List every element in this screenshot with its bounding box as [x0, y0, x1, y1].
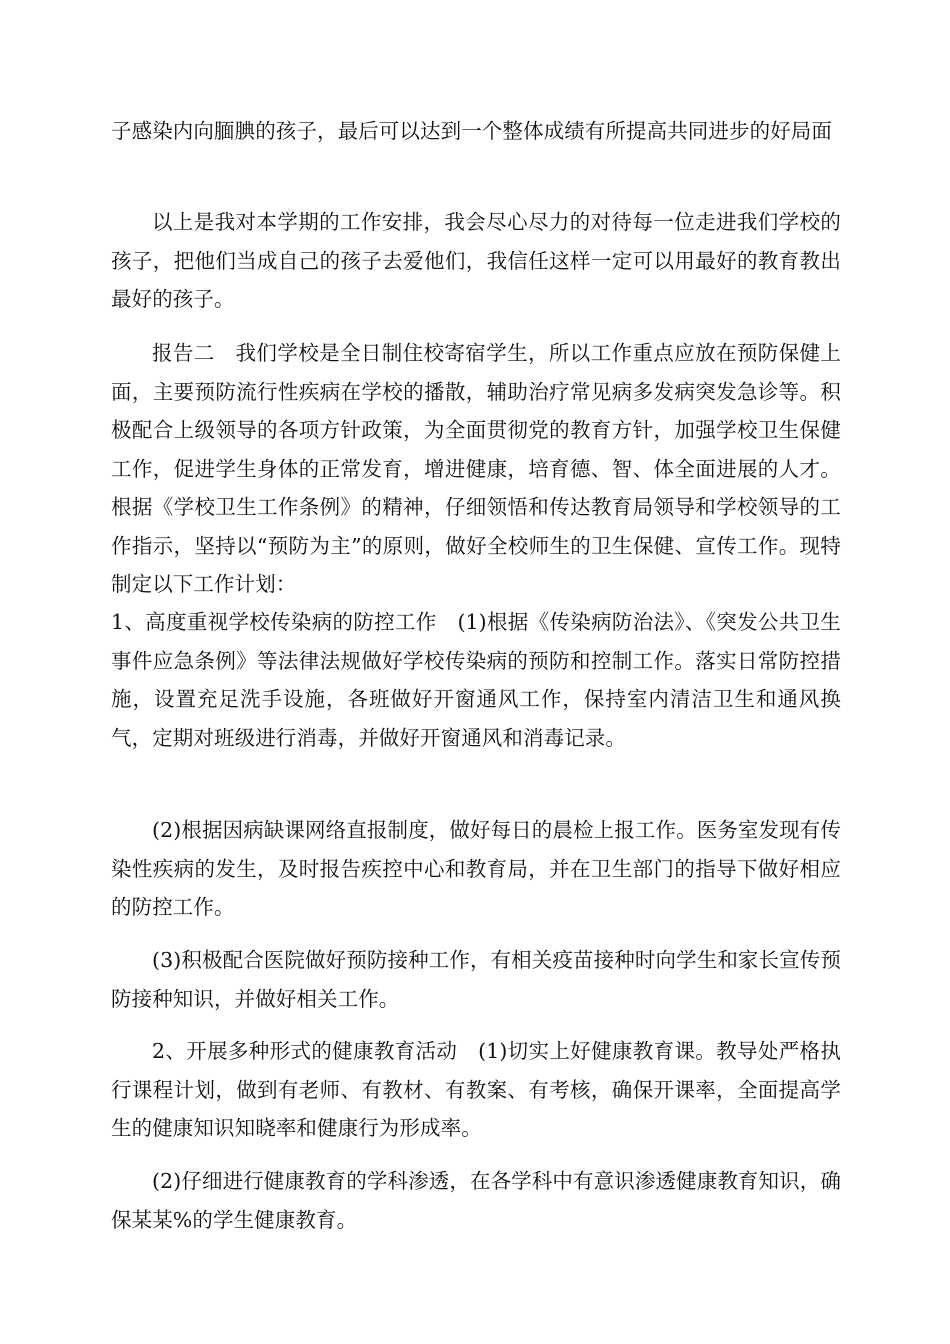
paragraph-continuation: 子感染内向腼腆的孩子，最后可以达到一个整体成绩有所提高共同进步的好局面 [111, 119, 832, 143]
paragraph-item-2: 2、开展多种形式的健康教育活动 (1)切实上好健康教育课。教导处严格执行课程计划，做到有老师、有教材、有教案、有考核，确保开课率，全面提高学生的健康知识知晓率和健康行为形成率。 [111, 1039, 841, 1140]
paragraph-item-1-2: (2)根据因病缺课网络直报制度，做好每日的晨检上报工作。医务室发现有传染性疾病的发生，及时报告疾控中心和教育局，并在卫生部门的指导下做好相应的防控工作。 [111, 818, 841, 919]
paragraph-item-2-2: (2)仔细进行健康教育的学科渗透，在各学科中有意识渗透健康教育知识，确保某某%的学生健康教育。 [111, 1169, 841, 1232]
paragraph-item-1: 1、高度重视学校传染病的防控工作 (1)根据《传染病防治法》、《突发公共卫生事件应急条例》等法律法规做好学校传染病的预防和控制工作。落实日常防控措施，设置充足洗手设施，各班做好开窗通风工作，保持室内清洁卫生和通风换气，定期对班级进行消毒，并做好开窗通风和消毒记录。 [111, 610, 841, 750]
paragraph-report-two: 报告二 我们学校是全日制住校寄宿学生，所以工作重点应放在预防保健上面，主要预防流行性疾病在学校的播散，辅助治疗常见病多发病突发急诊等。积极配合上级领导的各项方针政策，为全面贯彻党的教育方针，加强学校卫生保健工作，促进学生身体的正常发育，增进健康，培育德、智、体全面进展的人才。根据《学校卫生工作条例》的精神，仔细领悟和传达教育局领导和学校领导的工作指示，坚持以“预防为主”的原则，做好全校师生的卫生保健、宣传工作。现特制定以下工作计划： [111, 341, 841, 596]
paragraph-item-1-3: (3)积极配合医院做好预防接种工作，有相关疫苗接种时向学生和家长宣传预防接种知识，并做好相关工作。 [111, 948, 841, 1011]
paragraph-summary: 以上是我对本学期的工作安排，我会尽心尽力的对待每一位走进我们学校的孩子，把他们当成自己的孩子去爱他们，我信任这样一定可以用最好的教育教出最好的孩子。 [111, 210, 841, 311]
